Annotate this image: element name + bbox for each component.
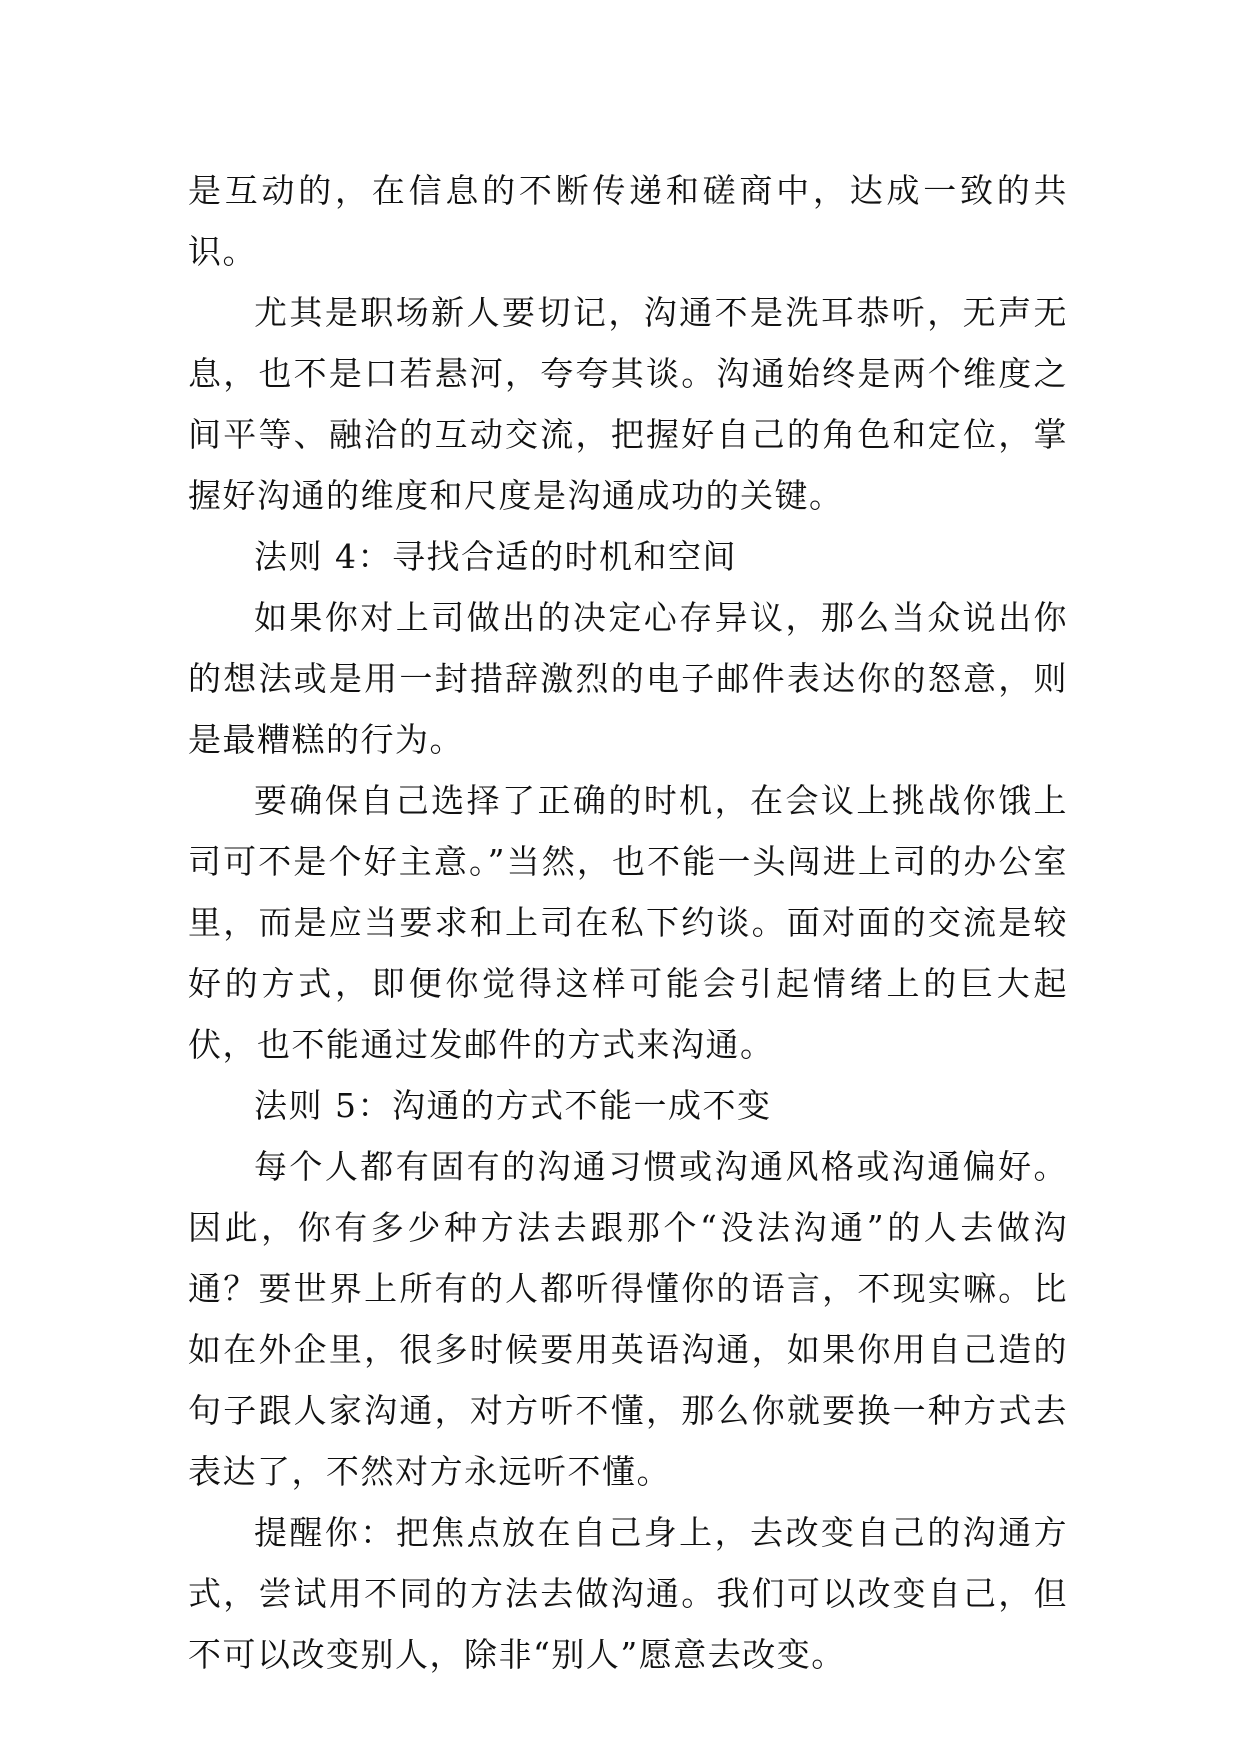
paragraph-disagreement: 如果你对上司做出的决定心存异议，那么当众说出你的想法或是用一封措辞激烈的电子邮件表达你的怒意，则是最糟糕的行为。 (188, 598, 1068, 759)
rule-5-heading: 法则 5：沟通的方式不能一成不变 (254, 1086, 772, 1125)
paragraph-continuation: 是互动的，在信息的不断传递和磋商中，达成一致的共识。 (188, 171, 1068, 271)
rule-4-heading: 法则 4：寻找合适的时机和空间 (254, 537, 737, 576)
paragraph-reminder: 提醒你：把焦点放在自己身上，去改变自己的沟通方式，尝试用不同的方法去做沟通。我们可以改变自己，但不可以改变别人，除非“别人”愿意去改变。 (188, 1513, 1068, 1674)
paragraph-communication-habits: 每个人都有固有的沟通习惯或沟通风格或沟通偏好。因此，你有多少种方法去跟那个“没法沟通”的人去做沟通？要世界上所有的人都听得懂你的语言，不现实嘛。比如在外企里，很多时候要用英语沟通，如果你用自己造的句子跟人家沟通，对方听不懂，那么你就要换一种方式去表达了，不然对方永远听不懂。 (188, 1147, 1068, 1491)
paragraph-new-employee-advice: 尤其是职场新人要切记，沟通不是洗耳恭听，无声无息，也不是口若悬河，夸夸其谈。沟通始终是两个维度之间平等、融洽的互动交流，把握好自己的角色和定位，掌握好沟通的维度和尺度是沟通成功的关键。 (188, 293, 1068, 515)
paragraph-right-timing: 要确保自己选择了正确的时机，在会议上挑战你饿上司可不是个好主意。”当然，也不能一头闯进上司的办公室里，而是应当要求和上司在私下约谈。面对面的交流是较好的方式，即便你觉得这样可能会引起情绪上的巨大起伏，也不能通过发邮件的方式来沟通。 (188, 781, 1068, 1064)
document-body (188, 160, 1068, 1685)
